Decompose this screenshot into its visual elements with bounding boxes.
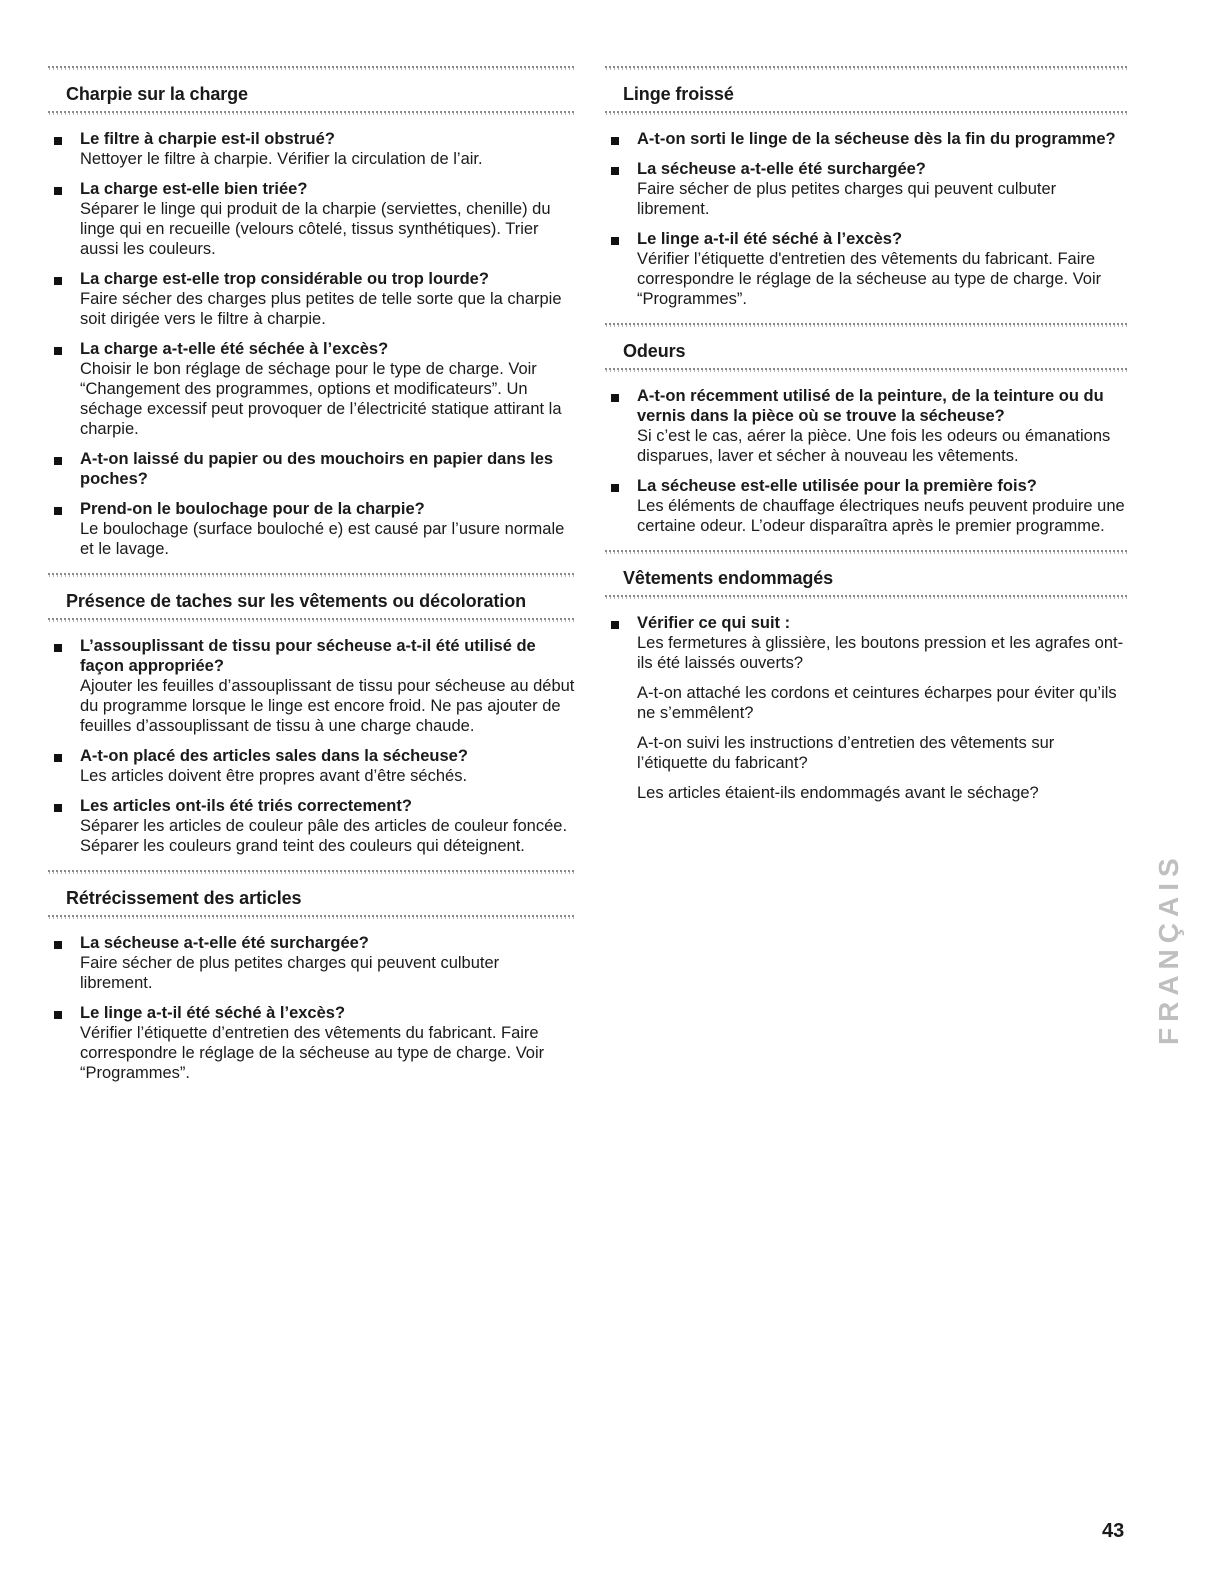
square-bullet-icon (54, 507, 62, 515)
page-number: 43 (1102, 1520, 1125, 1542)
square-bullet-icon (611, 237, 619, 245)
answer: Vérifier l’étiquette d'entretien des vêtements du fabricant. Faire correspondre le réglage de la sécheuse au type de charge. Voir “Programmes”. (637, 250, 1102, 308)
list-item (605, 129, 1129, 149)
list-item (48, 933, 576, 993)
answer: Faire sécher de plus petites charges qui peuvent culbuter librement. (80, 954, 500, 992)
question: La sécheuse est-elle utilisée pour la première fois? (637, 477, 1037, 495)
question: La sécheuse a-t-elle été surchargée? (80, 934, 369, 952)
section-bottom-rule (48, 915, 576, 919)
square-bullet-icon (611, 394, 619, 402)
square-bullet-icon (54, 137, 62, 145)
answer: Ajouter les feuilles d’assouplissant de tissu pour sécheuse au début du programme lorsque le linge est encore froid. Ne pas ajouter de feuilles d’assouplissant de tissu à une charge chaude. (80, 677, 575, 735)
section-wrinkled (605, 66, 1129, 309)
list-item (48, 339, 576, 439)
list-item (605, 159, 1129, 219)
answer: Séparer les articles de couleur pâle des articles de couleur foncée. Séparer les couleurs grand teint des couleurs qui déteignent. (80, 817, 568, 855)
answer: Faire sécher de plus petites charges qui peuvent culbuter librement. (637, 180, 1057, 218)
answer: Séparer le linge qui produit de la charpie (serviettes, chenille) du linge qui en recueille (velours côtelé, tissus synthétiques). Trier aussi les couleurs. (80, 200, 551, 258)
question: Les articles ont-ils été triés correctement? (80, 797, 412, 815)
question: A-t-on sorti le linge de la sécheuse dès la fin du programme? (637, 130, 1116, 148)
question: La charge est-elle trop considérable ou trop lourde? (80, 270, 489, 288)
square-bullet-icon (54, 754, 62, 762)
section-odors (605, 323, 1129, 536)
list-item (48, 179, 576, 259)
question: Le linge a-t-il été séché à l’excès? (80, 1004, 346, 1022)
section-title: Vêtements endommagés (623, 568, 834, 588)
list-item (605, 386, 1129, 466)
question: A-t-on récemment utilisé de la peinture, de la teinture ou du vernis dans la pièce où se trouve la sécheuse? (637, 387, 1104, 425)
section-title: Charpie sur la charge (66, 84, 248, 104)
question: A-t-on placé des articles sales dans la sécheuse? (80, 747, 468, 765)
left-column (48, 66, 576, 1097)
question: Le filtre à charpie est-il obstrué? (80, 130, 335, 148)
square-bullet-icon (611, 484, 619, 492)
answer: Les éléments de chauffage électriques neufs peuvent produire une certaine odeur. L’odeur disparaîtra après le premier programme. (637, 497, 1125, 535)
question: Prend-on le boulochage pour de la charpie? (80, 500, 425, 518)
answer-paragraph: A-t-on suivi les instructions d’entretien des vêtements sur l’étiquette du fabricant? (637, 734, 1055, 772)
question: La charge a-t-elle été séchée à l’excès? (80, 340, 389, 358)
answer: Choisir le bon réglage de séchage pour le type de charge. Voir “Changement des programmes, options et modificateurs”. Un séchage excessif peut provoquer de l’électricité statique attirant la charpie. (80, 360, 562, 438)
section-bottom-rule (605, 595, 1129, 599)
list-item (48, 796, 576, 856)
answer: Le boulochage (surface bouloché e) est causé par l’usure normale et le lavage. (80, 520, 565, 558)
square-bullet-icon (54, 347, 62, 355)
list-item (605, 229, 1129, 309)
section-stains (48, 573, 576, 856)
square-bullet-icon (54, 941, 62, 949)
answer: Faire sécher des charges plus petites de telle sorte que la charpie soit dirigée vers le filtre à charpie. (80, 290, 562, 328)
list-item (605, 613, 1129, 803)
square-bullet-icon (54, 644, 62, 652)
list-item (48, 746, 576, 786)
section-damaged (605, 550, 1129, 803)
list-item (605, 476, 1129, 536)
answer: Les fermetures à glissière, les boutons pression et les agrafes ont-ils été laissés ouverts? (637, 634, 1124, 672)
section-bottom-rule (48, 618, 576, 622)
question: Vérifier ce qui suit : (637, 614, 791, 632)
answer: Nettoyer le filtre à charpie. Vérifier la circulation de l’air. (80, 150, 483, 168)
list-item (48, 636, 576, 736)
language-side-tab: FRANÇAIS (1153, 852, 1184, 1046)
question: La sécheuse a-t-elle été surchargée? (637, 160, 926, 178)
answer-paragraph: Les articles étaient-ils endommagés avant le séchage? (637, 784, 1039, 802)
section-bottom-rule (605, 368, 1129, 372)
question: Le linge a-t-il été séché à l’excès? (637, 230, 903, 248)
square-bullet-icon (54, 457, 62, 465)
section-bottom-rule (48, 111, 576, 115)
question: L’assouplissant de tissu pour sécheuse a-t-il été utilisé de façon appropriée? (80, 637, 536, 675)
list-item (48, 499, 576, 559)
answer-paragraph: A-t-on attaché les cordons et ceintures écharpes pour éviter qu’ils ne s’emmêlent? (637, 684, 1117, 722)
section-title: Rétrécissement des articles (66, 888, 302, 908)
square-bullet-icon (611, 167, 619, 175)
list-item (48, 129, 576, 169)
section-title: Présence de taches sur les vêtements ou décoloration (66, 591, 526, 611)
list-item (48, 269, 576, 329)
section-lint (48, 66, 576, 559)
answer: Vérifier l’étiquette d’entretien des vêtements du fabricant. Faire correspondre le réglage de la sécheuse au type de charge. Voir “Programmes”. (80, 1024, 545, 1082)
answer: Si c’est le cas, aérer la pièce. Une fois les odeurs ou émanations disparues, laver et sécher à nouveau les vêtements. (637, 427, 1111, 465)
question: La charge est-elle bien triée? (80, 180, 308, 198)
square-bullet-icon (54, 1011, 62, 1019)
section-shrinkage (48, 870, 576, 1083)
right-column (605, 66, 1129, 817)
square-bullet-icon (54, 277, 62, 285)
list-item (48, 449, 576, 489)
square-bullet-icon (54, 804, 62, 812)
square-bullet-icon (611, 621, 619, 629)
square-bullet-icon (611, 137, 619, 145)
section-title: Linge froissé (623, 84, 734, 104)
square-bullet-icon (54, 187, 62, 195)
answer: Les articles doivent être propres avant d’être séchés. (80, 767, 468, 785)
list-item (48, 1003, 576, 1083)
section-title: Odeurs (623, 341, 686, 361)
section-bottom-rule (605, 111, 1129, 115)
question: A-t-on laissé du papier ou des mouchoirs en papier dans les poches? (80, 450, 554, 488)
